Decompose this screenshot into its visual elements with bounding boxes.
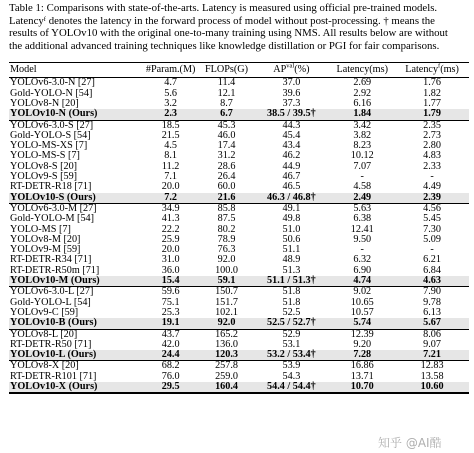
cell-model: YOLOv8-S [20] <box>10 160 78 172</box>
cell-flops: 21.6 <box>217 191 236 203</box>
cell-flops: 160.4 <box>215 381 238 392</box>
cell-flops: 259.0 <box>215 370 238 382</box>
cell-latency: 2.49 <box>353 191 372 203</box>
cell-latency: - <box>360 244 364 256</box>
cell-latency: 9.02 <box>353 286 372 298</box>
cell-flops: 151.7 <box>215 296 238 308</box>
bottom-rule <box>9 392 469 393</box>
cell-latency-forward: 9.78 <box>423 296 441 308</box>
cell-flops: 12.1 <box>217 87 236 99</box>
cell-flops: 26.4 <box>217 171 236 183</box>
cell-latency: 10.12 <box>350 150 374 162</box>
cell-params: 25.3 <box>161 306 180 318</box>
cell-ap: 46.2 <box>282 150 301 162</box>
cell-latency: 9.50 <box>353 233 372 245</box>
cell-model: YOLOv10-N (Ours) <box>10 108 98 120</box>
cell-params: 7.1 <box>164 171 178 183</box>
cell-latency-forward: - <box>430 244 434 256</box>
caption-line: Latencyᶠ denotes the latency in the forward process of model without post-processing. † means the <box>9 14 435 27</box>
table-row-ours <box>9 276 469 286</box>
table-row-ours <box>9 109 469 119</box>
cell-ap: 54.4 / 54.4† <box>267 381 316 392</box>
cell-params: 15.4 <box>161 275 180 287</box>
cell-params: 24.4 <box>161 349 180 361</box>
cell-latency-forward: 5.09 <box>423 233 441 245</box>
header-latency: Latency(ms) <box>336 64 388 76</box>
cell-latency: 10.57 <box>350 306 374 318</box>
cell-latency: 4.74 <box>353 275 372 287</box>
table-header-row <box>9 63 469 77</box>
cell-latency-forward: 5.67 <box>423 317 441 329</box>
cell-latency-forward: 6.21 <box>423 254 441 266</box>
cell-ap: 46.3 / 46.8† <box>267 191 316 203</box>
cell-flops: 78.9 <box>217 233 236 245</box>
cell-params: 20.0 <box>161 181 180 193</box>
cell-model: YOLOv9-C [59] <box>10 306 79 318</box>
cell-latency-forward: 2.33 <box>423 160 441 172</box>
cell-model: Gold-YOLO-L [54] <box>10 296 91 308</box>
cell-params: 29.5 <box>161 381 180 392</box>
cell-latency: 13.71 <box>350 370 374 382</box>
cell-latency: 4.58 <box>353 181 372 193</box>
cell-model: YOLOv10-L (Ours) <box>10 349 97 361</box>
table-row <box>9 162 469 172</box>
cell-latency: 2.69 <box>353 77 372 89</box>
cell-latency-forward: 4.49 <box>423 181 441 193</box>
cell-model: Gold-YOLO-S [54] <box>10 129 91 141</box>
header-latency-forward: Latency$^f$(ms) <box>405 63 459 76</box>
cell-ap: 54.3 <box>282 370 301 382</box>
cell-latency-forward: 7.21 <box>423 349 441 361</box>
cell-flops: 92.0 <box>217 254 236 266</box>
cell-latency-forward: 1.76 <box>423 77 441 89</box>
cell-ap: 53.1 <box>282 338 301 350</box>
cell-latency: 2.92 <box>353 87 372 99</box>
cell-model: YOLOv6-3.0-N [27] <box>10 77 95 89</box>
cell-params: 41.3 <box>161 213 180 225</box>
cell-flops: 120.3 <box>215 349 238 361</box>
cell-model: YOLOv10-M (Ours) <box>10 275 100 287</box>
cell-model: YOLO-MS [7] <box>10 223 71 235</box>
cell-params: 18.5 <box>161 119 180 131</box>
caption-line: Table 1: Comparisons with state-of-the-arts. Latency is measured using official pre-trained models. <box>9 2 438 14</box>
cell-flops: 8.7 <box>220 97 233 109</box>
cell-params: 19.1 <box>161 317 180 329</box>
cell-model: YOLOv8-M [20] <box>10 233 81 245</box>
cell-model: YOLOv8-L [20] <box>10 328 78 340</box>
cell-model: YOLOv8-X [20] <box>10 360 79 372</box>
cell-latency: 7.07 <box>353 160 372 172</box>
table-row <box>9 151 469 161</box>
cell-latency-forward: 4.56 <box>423 202 441 214</box>
cell-flops: 17.4 <box>217 140 236 152</box>
cell-ap: 51.1 / 51.3† <box>267 275 316 287</box>
cell-latency: 5.74 <box>353 317 372 329</box>
cell-model: YOLO-MS-XS [7] <box>10 140 88 152</box>
cell-flops: 45.3 <box>217 119 236 131</box>
cell-params: 76.0 <box>161 370 180 382</box>
cell-ap: 51.8 <box>282 286 301 298</box>
table-row-ours <box>9 318 469 328</box>
table-row-ours <box>9 193 469 203</box>
cell-model: YOLOv6-3.0-M [27] <box>10 202 97 214</box>
cell-flops: 60.0 <box>217 181 236 193</box>
header-ap-sup: val <box>286 63 295 70</box>
cell-params: 21.5 <box>161 129 180 141</box>
caption-line: results of YOLOv10 with the original one-to-many training using NMS. All results below are without <box>9 27 448 40</box>
cell-params: 34.9 <box>161 202 180 214</box>
cell-flops: 87.5 <box>217 213 236 225</box>
cell-model: YOLOv6-3.0-S [27] <box>10 119 94 131</box>
cell-ap: 51.3 <box>282 264 301 276</box>
cell-ap: 38.5 / 39.5† <box>267 108 316 120</box>
cell-latency: 12.39 <box>350 328 374 340</box>
header-params: #Param.(M) <box>145 64 196 76</box>
cell-model: YOLOv9-S [59] <box>10 171 78 183</box>
cell-flops: 76.3 <box>217 244 236 256</box>
cell-params: 11.2 <box>161 160 180 172</box>
cell-params: 7.2 <box>164 191 178 203</box>
cell-flops: 136.0 <box>215 338 238 350</box>
cell-flops: 28.6 <box>217 160 236 172</box>
cell-latency-forward: 1.77 <box>423 97 441 109</box>
caption-line: the additional advanced training techniques like knowledge distillation or PGI for fair comparisons. <box>9 39 440 52</box>
table-row-ours <box>9 350 469 360</box>
cell-latency-forward: 13.58 <box>420 370 444 382</box>
cell-flops: 46.0 <box>217 129 236 141</box>
cell-model: YOLOv6-3.0-L [27] <box>10 286 94 298</box>
table-caption <box>9 2 469 52</box>
cell-latency-forward: - <box>430 171 434 183</box>
cell-params: 8.1 <box>164 150 178 162</box>
cell-ap: 37.0 <box>282 77 301 89</box>
cell-flops: 6.7 <box>220 108 233 120</box>
cell-flops: 85.8 <box>217 202 236 214</box>
cell-model: YOLOv8-N [20] <box>10 97 79 109</box>
cell-latency-forward: 9.07 <box>423 338 441 350</box>
cell-model: RT-DETR-R101 [71] <box>10 370 97 382</box>
cell-latency-forward: 6.84 <box>423 264 441 276</box>
cell-params: 75.1 <box>161 296 180 308</box>
cell-model: RT-DETR-R50m [71] <box>10 264 100 276</box>
cell-params: 3.2 <box>164 97 178 109</box>
cell-latency: 6.38 <box>353 213 372 225</box>
cell-params: 4.5 <box>164 140 178 152</box>
cell-ap: 44.9 <box>282 160 301 172</box>
cell-latency-forward: 5.45 <box>423 213 441 225</box>
cell-params: 22.2 <box>161 223 180 235</box>
cell-ap: 51.8 <box>282 296 301 308</box>
cell-latency: 8.23 <box>353 140 372 152</box>
cell-latency-forward: 8.06 <box>423 328 441 340</box>
cell-flops: 102.1 <box>215 306 238 318</box>
cell-ap: 46.5 <box>282 181 301 193</box>
cell-latency: 3.82 <box>353 129 372 141</box>
cell-ap: 45.4 <box>282 129 301 141</box>
cell-model: Gold-YOLO-M [54] <box>10 213 95 225</box>
cell-model: YOLOv9-M [59] <box>10 244 81 256</box>
cell-params: 4.7 <box>164 77 178 89</box>
cell-latency-forward: 6.13 <box>423 306 441 318</box>
cell-latency: 6.90 <box>353 264 372 276</box>
table-row <box>9 298 469 308</box>
cell-params: 25.9 <box>161 233 180 245</box>
table-row <box>9 214 469 224</box>
header-flops: FLOPs(G) <box>205 64 249 76</box>
cell-latency: 9.20 <box>353 338 372 350</box>
cell-latency-forward: 2.35 <box>423 119 441 131</box>
cell-params: 43.7 <box>161 328 180 340</box>
watermark: 知乎 @AI酷 <box>378 436 442 450</box>
cell-model: YOLOv10-S (Ours) <box>10 191 96 203</box>
cell-latency: 3.42 <box>353 119 372 131</box>
cell-latency-forward: 7.90 <box>423 286 441 298</box>
cell-ap: 53.9 <box>282 360 301 372</box>
cell-ap: 49.8 <box>282 213 301 225</box>
cell-flops: 150.7 <box>215 286 238 298</box>
cell-params: 5.6 <box>164 87 178 99</box>
header-latency-sup: f <box>438 63 441 70</box>
cell-latency: 7.28 <box>353 349 372 361</box>
cell-ap: 50.6 <box>282 233 301 245</box>
table-row-ours <box>9 382 469 392</box>
cell-params: 42.0 <box>161 338 180 350</box>
cell-params: 59.6 <box>161 286 180 298</box>
cell-ap: 39.6 <box>282 87 301 99</box>
cell-params: 68.2 <box>161 360 180 372</box>
cell-ap: 53.2 / 53.4† <box>267 349 316 361</box>
cell-flops: 165.2 <box>215 328 238 340</box>
cell-model: RT-DETR-R50 [71] <box>10 338 92 350</box>
cell-ap: 49.1 <box>282 202 301 214</box>
cell-latency-forward: 2.39 <box>423 191 441 203</box>
cell-flops: 59.1 <box>217 275 236 287</box>
cell-ap: 52.5 <box>282 306 301 318</box>
cell-latency-forward: 12.83 <box>420 360 444 372</box>
cell-ap: 37.3 <box>282 97 301 109</box>
cell-latency: 16.86 <box>350 360 374 372</box>
table-body <box>9 78 469 392</box>
cell-params: 36.0 <box>161 264 180 276</box>
cell-latency: 10.65 <box>350 296 374 308</box>
cell-latency-forward: 1.82 <box>423 87 441 99</box>
cell-flops: 11.4 <box>217 77 236 89</box>
cell-flops: 100.0 <box>215 264 238 276</box>
cell-flops: 31.2 <box>217 150 236 162</box>
cell-ap: 48.9 <box>282 254 301 266</box>
cell-ap: 51.1 <box>282 244 301 256</box>
cell-model: YOLOv10-X (Ours) <box>10 381 98 392</box>
cell-latency: 1.84 <box>353 108 372 120</box>
cell-model: Gold-YOLO-N [54] <box>10 87 93 99</box>
cell-latency-forward: 2.80 <box>423 140 441 152</box>
cell-latency: 10.70 <box>350 381 374 392</box>
cell-ap: 43.4 <box>282 140 301 152</box>
cell-latency: 12.41 <box>350 223 374 235</box>
cell-model: RT-DETR-R34 [71] <box>10 254 92 266</box>
cell-model: RT-DETR-R18 [71] <box>10 181 92 193</box>
cell-model: YOLOv10-B (Ours) <box>10 317 97 329</box>
cell-model: YOLO-MS-S [7] <box>10 150 80 162</box>
cell-ap: 52.9 <box>282 328 301 340</box>
cell-latency-forward: 2.73 <box>423 129 441 141</box>
cell-latency-forward: 10.60 <box>420 381 444 392</box>
header-ap: $AP^{val}(\%)$ <box>273 63 310 76</box>
cell-ap: 44.3 <box>282 119 301 131</box>
cell-ap: 52.5 / 52.7† <box>267 317 316 329</box>
cell-latency-forward: 1.79 <box>423 108 441 120</box>
comparison-table <box>9 62 469 394</box>
cell-latency: 6.32 <box>353 254 372 266</box>
cell-latency-forward: 4.83 <box>423 150 441 162</box>
cell-latency: - <box>360 171 364 183</box>
cell-flops: 92.0 <box>217 317 236 329</box>
cell-ap: 51.0 <box>282 223 301 235</box>
header-model: Model <box>10 64 37 76</box>
cell-flops: 257.8 <box>215 360 238 372</box>
cell-ap: 46.7 <box>282 171 301 183</box>
cell-params: 2.3 <box>164 108 178 120</box>
cell-params: 20.0 <box>161 244 180 256</box>
cell-latency-forward: 7.30 <box>423 223 441 235</box>
cell-latency: 6.16 <box>353 97 372 109</box>
cell-latency-forward: 4.63 <box>423 275 441 287</box>
cell-params: 31.0 <box>161 254 180 266</box>
cell-latency: 5.63 <box>353 202 372 214</box>
cell-flops: 80.2 <box>217 223 236 235</box>
